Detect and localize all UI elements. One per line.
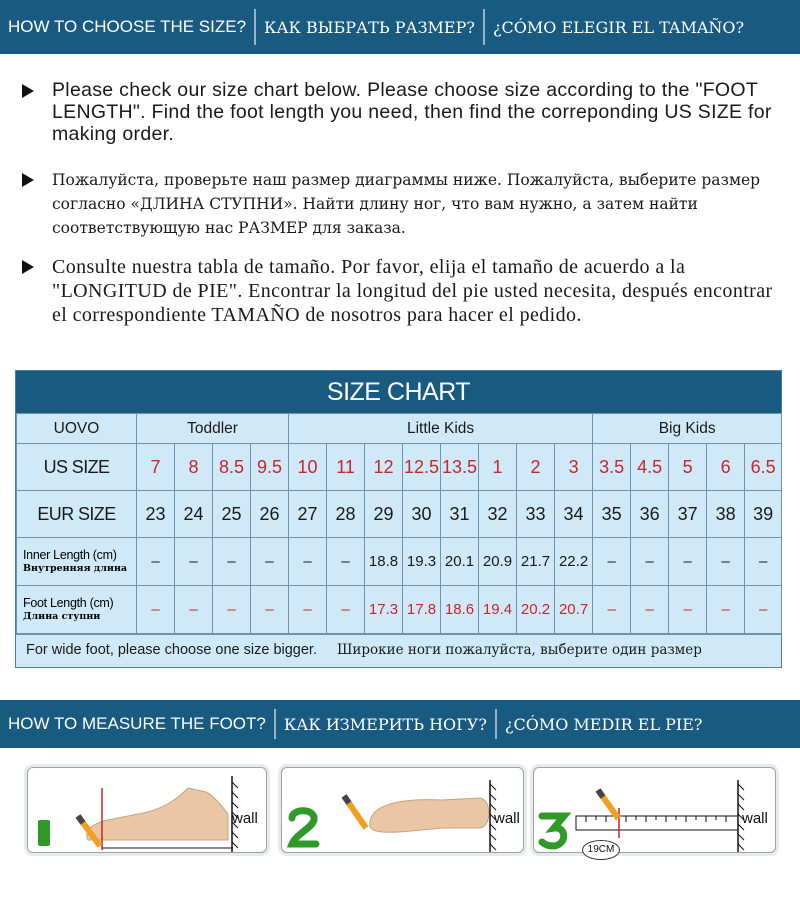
wall-label: wall <box>232 810 258 827</box>
triangle-bullet-icon <box>22 173 34 187</box>
foot-length-label-en: Foot Length (cm) <box>23 595 114 610</box>
header-choose-es: ¿CÓMO ELEGIR EL TAMAÑO? <box>492 17 745 37</box>
size-chart <box>15 370 782 668</box>
us-size-row <box>17 444 782 491</box>
foot-length-cell: 17.8 <box>403 586 441 634</box>
inner-length-cell: 19.3 <box>403 538 441 586</box>
inner-length-cell: – <box>631 538 669 586</box>
eur-size-cell: 23 <box>137 491 175 538</box>
triangle-bullet-icon <box>22 84 34 98</box>
foot-length-cell: – <box>213 586 251 634</box>
eur-size-cell: 38 <box>707 491 745 538</box>
eur-size-label: EUR SIZE <box>17 491 137 538</box>
step-2-illustration <box>282 768 525 854</box>
step-1-number-icon <box>38 820 50 846</box>
foot-length-cell: 20.2 <box>517 586 555 634</box>
wide-foot-note <box>16 634 781 664</box>
inner-length-cell: 22.2 <box>555 538 593 586</box>
eur-size-cell: 31 <box>441 491 479 538</box>
foot-length-cell: – <box>593 586 631 634</box>
eur-size-cell: 36 <box>631 491 669 538</box>
eur-size-cell: 26 <box>251 491 289 538</box>
us-size-cell: 8 <box>175 444 213 491</box>
eur-size-cell: 24 <box>175 491 213 538</box>
foot-top-icon <box>370 798 489 832</box>
us-size-cell: 11 <box>327 444 365 491</box>
foot-length-cell: – <box>707 586 745 634</box>
eur-size-cell: 35 <box>593 491 631 538</box>
group-big-kids: Big Kids <box>593 414 782 444</box>
inner-length-row <box>17 538 782 586</box>
step-3-illustration <box>534 768 777 854</box>
eur-size-cell: 28 <box>327 491 365 538</box>
wall-label: wall <box>494 810 520 827</box>
foot-length-row <box>17 586 782 634</box>
foot-length-cell: – <box>251 586 289 634</box>
wide-foot-note-ru: Широкие ноги пожалуйста, выберите один размер <box>336 641 702 658</box>
inner-length-cell: – <box>707 538 745 586</box>
brand-cell: UOVO <box>17 414 137 444</box>
foot-length-cell: – <box>289 586 327 634</box>
eur-size-cell: 39 <box>745 491 782 538</box>
eur-size-cell: 29 <box>365 491 403 538</box>
foot-length-label-ru: Длина ступни <box>23 610 101 622</box>
measurement-badge: 19CM <box>582 840 620 860</box>
inner-length-cell: 21.7 <box>517 538 555 586</box>
instruction-en <box>22 79 782 145</box>
group-toddler: Toddler <box>137 414 289 444</box>
header-measure-foot <box>0 700 800 748</box>
measure-step-1 <box>27 767 267 853</box>
wide-foot-note-en: For wide foot, please choose one size bigger. <box>26 641 317 658</box>
instruction-text-en: Please check our size chart below. Please choose size according to the "FOOT LENGTH". Find the foot length you need, then find the correponding US SIZE for making order. <box>52 79 772 145</box>
header-choose-ru: КАК ВЫБРАТЬ РАЗМЕР? <box>264 17 475 37</box>
foot-length-cell: 19.4 <box>479 586 517 634</box>
measure-step-3 <box>533 767 776 853</box>
us-size-cell: 4.5 <box>631 444 669 491</box>
foot-length-cell: – <box>327 586 365 634</box>
foot-length-cell: 17.3 <box>365 586 403 634</box>
us-size-cell: 6 <box>707 444 745 491</box>
eur-size-cell: 34 <box>555 491 593 538</box>
foot-length-cell: – <box>631 586 669 634</box>
inner-length-cell: – <box>251 538 289 586</box>
inner-length-cell: – <box>745 538 782 586</box>
us-size-cell: 2 <box>517 444 555 491</box>
inner-length-label <box>17 538 137 586</box>
inner-length-cell: 20.9 <box>479 538 517 586</box>
triangle-bullet-icon <box>22 260 34 274</box>
size-chart-title: SIZE CHART <box>16 371 781 413</box>
header-measure-es: ¿CÓMO MEDIR EL PIE? <box>504 714 703 734</box>
instruction-es <box>22 255 782 327</box>
inner-length-cell: – <box>593 538 631 586</box>
pencil-icon <box>344 796 366 828</box>
foot-length-cell: 20.7 <box>555 586 593 634</box>
eur-size-cell: 30 <box>403 491 441 538</box>
step-3-number-icon <box>542 816 564 846</box>
us-size-cell: 10 <box>289 444 327 491</box>
ruler-icon <box>576 808 738 838</box>
eur-size-cell: 37 <box>669 491 707 538</box>
inner-length-cell: – <box>175 538 213 586</box>
instruction-text-es: Consulte nuestra tabla de tamaño. Por favor, elija el tamaño de acuerdo a la "LONGITUD de PIE". Encontrar la longitud del pie usted necesita, después encontrar el correspondiente TAMAÑO de nosotros para hacer el pedido. <box>52 256 773 326</box>
inner-length-cell: 20.1 <box>441 538 479 586</box>
inner-length-cell: – <box>669 538 707 586</box>
us-size-cell: 5 <box>669 444 707 491</box>
inner-length-cell: – <box>327 538 365 586</box>
foot-length-cell: – <box>137 586 175 634</box>
us-size-cell: 12 <box>365 444 403 491</box>
us-size-cell: 12.5 <box>403 444 441 491</box>
foot-length-cell: – <box>175 586 213 634</box>
group-row <box>17 414 782 444</box>
pencil-icon <box>598 790 618 818</box>
header-measure-ru: КАК ИЗМЕРИТЬ НОГУ? <box>283 714 487 734</box>
us-size-cell: 3 <box>555 444 593 491</box>
instruction-ru <box>22 168 782 240</box>
size-table <box>16 413 782 634</box>
header-choose-size <box>0 0 800 54</box>
inner-length-cell: 18.8 <box>365 538 403 586</box>
eur-size-cell: 25 <box>213 491 251 538</box>
us-size-cell: 1 <box>479 444 517 491</box>
us-size-cell: 6.5 <box>745 444 782 491</box>
eur-size-row <box>17 491 782 538</box>
us-size-cell: 9.5 <box>251 444 289 491</box>
foot-length-cell: 18.6 <box>441 586 479 634</box>
eur-size-cell: 32 <box>479 491 517 538</box>
foot-length-cell: – <box>669 586 707 634</box>
us-size-cell: 3.5 <box>593 444 631 491</box>
step-2-number-icon <box>292 811 316 844</box>
inner-length-cell: – <box>213 538 251 586</box>
wall-label: wall <box>742 810 768 827</box>
measure-step-2 <box>281 767 524 853</box>
foot-length-label <box>17 586 137 634</box>
header-choose-en: HOW TO CHOOSE THE SIZE? <box>8 17 247 36</box>
foot-length-cell: – <box>745 586 782 634</box>
inner-length-label-en: Inner Length (cm) <box>23 547 117 562</box>
inner-length-cell: – <box>289 538 327 586</box>
inner-length-label-ru: Внутренняя длина <box>23 562 128 574</box>
header-measure-en: HOW TO MEASURE THE FOOT? <box>8 714 266 733</box>
inner-length-cell: – <box>137 538 175 586</box>
eur-size-cell: 27 <box>289 491 327 538</box>
eur-size-cell: 33 <box>517 491 555 538</box>
us-size-cell: 7 <box>137 444 175 491</box>
instruction-text-ru: Пожалуйста, проверьте наш размер диаграммы ниже. Пожалуйста, выберите размер согласно «ДЛИНА СТУПНИ». Найти длину ног, что вам нужно, а затем найти соответствующую нас РАЗМЕР для заказа. <box>52 171 761 237</box>
group-little-kids: Little Kids <box>289 414 593 444</box>
us-size-cell: 13.5 <box>441 444 479 491</box>
foot-side-icon <box>87 788 228 840</box>
us-size-label: US SIZE <box>17 444 137 491</box>
us-size-cell: 8.5 <box>213 444 251 491</box>
